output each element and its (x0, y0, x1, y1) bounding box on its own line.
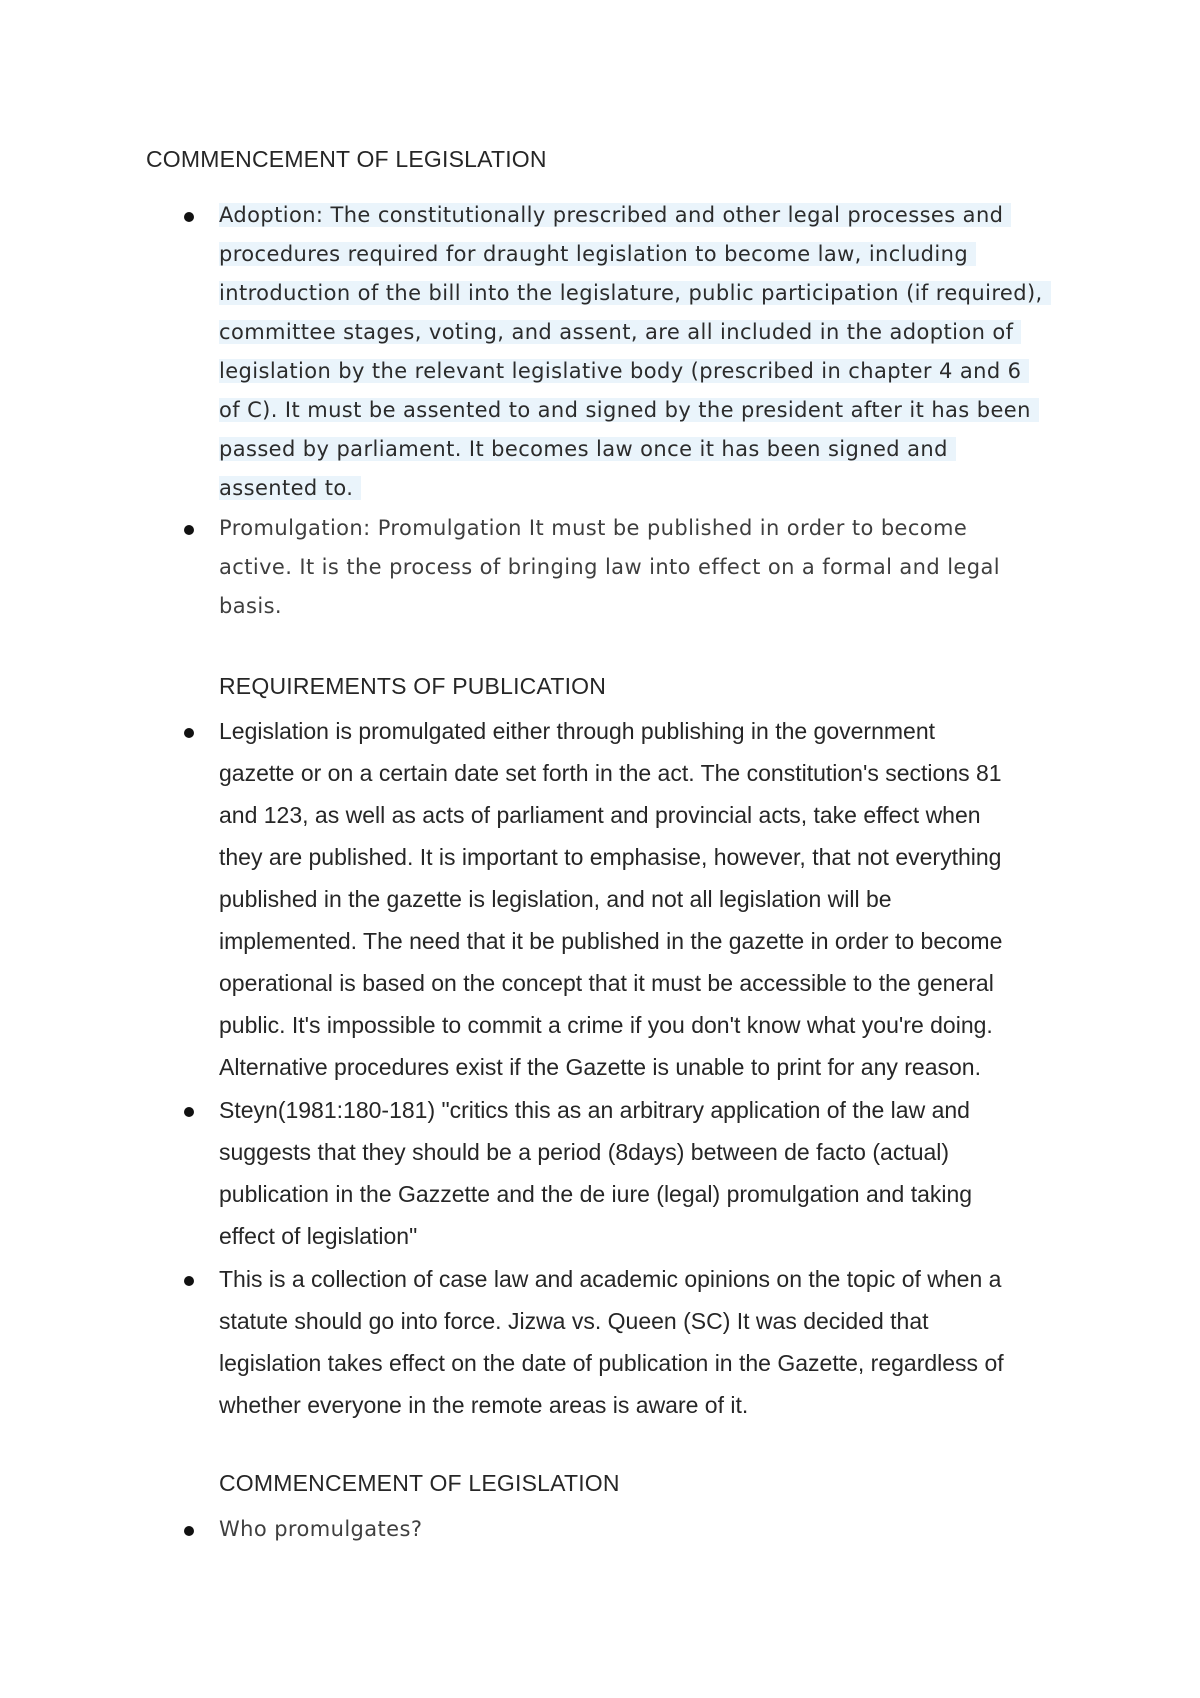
text-line: of C). It must be assented to and signed by the president after it has been (219, 398, 1039, 422)
bullet-icon (184, 728, 194, 738)
text-line: gazette or on a certain date set forth in the act. The constitution's sections 81 (219, 760, 1002, 786)
publication-paragraph (219, 710, 1002, 1088)
text-line: procedures required for draught legislation to become law, including (219, 242, 976, 266)
text-line: introduction of the bill into the legislature, public participation (if required), (219, 281, 1051, 305)
text-line: they are published. It is important to emphasise, however, that not everything (219, 844, 1002, 870)
text-line: legislation takes effect on the date of publication in the Gazette, regardless of (219, 1350, 1004, 1376)
text-line: and 123, as well as acts of parliament and provincial acts, take effect when (219, 802, 981, 828)
text-line: statute should go into force. Jizwa vs. Queen (SC) It was decided that (219, 1308, 929, 1334)
text-line: passed by parliament. It becomes law once it has been signed and (219, 437, 956, 461)
text-line: published in the gazette is legislation, and not all legislation will be (219, 886, 892, 912)
text-line: assented to. (219, 476, 361, 500)
text-line: public. It's impossible to commit a crime if you don't know what you're doing. (219, 1012, 993, 1038)
text-line: Adoption: The constitutionally prescribed and other legal processes and (219, 203, 1011, 227)
bullet-icon (184, 1526, 194, 1536)
heading-commencement-of-legislation: COMMENCEMENT OF LEGISLATION (146, 146, 547, 172)
text-line: effect of legislation" (219, 1223, 418, 1249)
bullet-icon (184, 212, 194, 222)
text-line: Steyn(1981:180-181) "critics this as an arbitrary application of the law and (219, 1097, 970, 1123)
bullet-icon (184, 1107, 194, 1117)
bullet-icon (184, 525, 194, 535)
case-law-paragraph (219, 1258, 1004, 1426)
promulgation-paragraph (219, 509, 1000, 626)
text-line: Alternative procedures exist if the Gazette is unable to print for any reason. (219, 1054, 981, 1080)
question-text (219, 1510, 422, 1549)
text-line: implemented. The need that it be published in the gazette in order to become (219, 928, 1003, 954)
text-line: committee stages, voting, and assent, are all included in the adoption of (219, 320, 1021, 344)
adoption-paragraph (219, 196, 1051, 508)
text-line: whether everyone in the remote areas is aware of it. (219, 1392, 749, 1418)
text-line: publication in the Gazzette and the de iure (legal) promulgation and taking (219, 1181, 973, 1207)
text-line: active. It is the process of bringing law into effect on a formal and legal (219, 555, 1000, 579)
text-line: Promulgation: Promulgation It must be published in order to become (219, 516, 968, 540)
text-line: operational is based on the concept that it must be accessible to the general (219, 970, 994, 996)
text-line: basis. (219, 594, 282, 618)
heading-commencement-of-legislation-2: COMMENCEMENT OF LEGISLATION (219, 1470, 620, 1496)
text-line: Who promulgates? (219, 1517, 423, 1541)
steyn-paragraph (219, 1089, 972, 1257)
text-line: legislation by the relevant legislative body (prescribed in chapter 4 and 6 (219, 359, 1029, 383)
text-line: suggests that they should be a period (8days) between de facto (actual) (219, 1139, 950, 1165)
text-line: This is a collection of case law and academic opinions on the topic of when a (219, 1266, 1002, 1292)
bullet-icon (184, 1276, 194, 1286)
heading-requirements-of-publication: REQUIREMENTS OF PUBLICATION (219, 673, 607, 699)
text-line: Legislation is promulgated either through publishing in the government (219, 718, 936, 744)
